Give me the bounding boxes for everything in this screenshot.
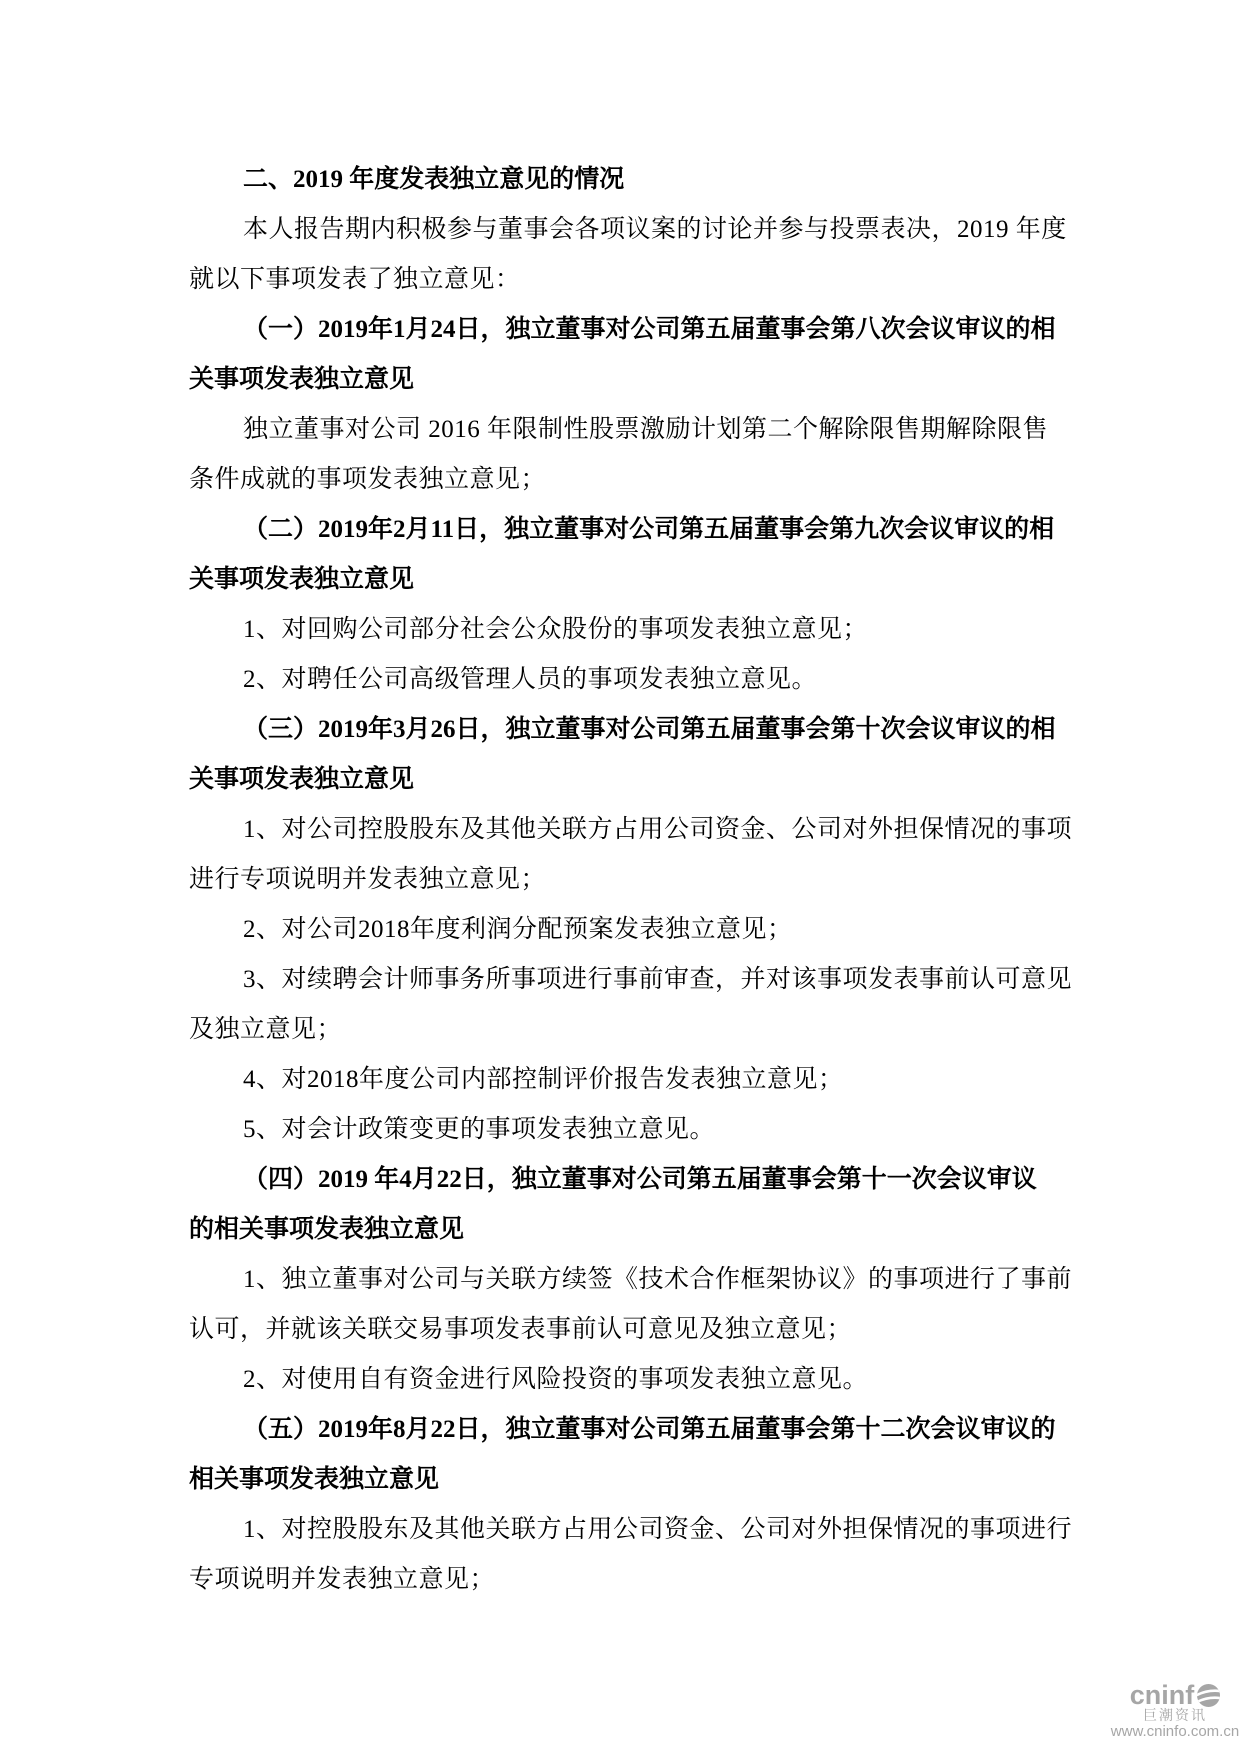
text-line: （四）2019 年4月22日，独立董事对公司第五届董事会第十一次会议审议 — [243, 1166, 1037, 1193]
text-line: 5、对会计政策变更的事项发表独立意见。 — [243, 1116, 716, 1143]
text-line: 就以下事项发表了独立意见： — [189, 266, 521, 293]
text-line: 3、对续聘会计师事务所事项进行事前审查，并对该事项发表事前认可意见 — [243, 966, 1073, 993]
text-line: 进行专项说明并发表独立意见； — [189, 866, 547, 893]
text-line: 专项说明并发表独立意见； — [189, 1566, 496, 1593]
subsection-heading — [189, 1405, 1059, 1505]
text-line: 1、对公司控股股东及其他关联方占用公司资金、公司对外担保情况的事项 — [243, 816, 1073, 843]
paragraph — [189, 1505, 1073, 1605]
text-line: 条件成就的事项发表独立意见； — [189, 466, 547, 493]
paragraph — [189, 1255, 1073, 1355]
text-line: 独立董事对公司 2016 年限制性股票激励计划第二个解除限售期解除限售 — [243, 416, 1049, 443]
text-line: 1、对回购公司部分社会公众股份的事项发表独立意见； — [243, 616, 869, 643]
text-line: （二）2019年2月11日，独立董事对公司第五届董事会第九次会议审议的相 — [243, 516, 1055, 543]
subsection-heading — [189, 505, 1059, 605]
text-line: （一）2019年1月24日，独立董事对公司第五届董事会第八次会议审议的相 — [243, 316, 1056, 343]
text-line: （三）2019年3月26日，独立董事对公司第五届董事会第十次会议审议的相 — [243, 716, 1056, 743]
text-line: 关事项发表独立意见 — [189, 566, 415, 593]
text-line: 4、对2018年度公司内部控制评价报告发表独立意见； — [243, 1066, 844, 1093]
paragraph — [189, 1055, 1059, 1105]
section-title — [189, 155, 1059, 205]
text-line: 1、对控股股东及其他关联方占用公司资金、公司对外担保情况的事项进行 — [243, 1516, 1073, 1543]
text-line: 本人报告期内积极参与董事会各项议案的讨论并参与投票表决，2019 年度 — [243, 216, 1067, 243]
subsection-heading — [189, 305, 1059, 405]
cninfo-watermark — [1105, 1680, 1241, 1740]
text-line: 2、对聘任公司高级管理人员的事项发表独立意见。 — [243, 666, 818, 693]
text-line: 及独立意见； — [189, 1016, 343, 1043]
cninfo-logo-text: cninf — [1129, 1680, 1195, 1710]
subsection-heading — [189, 1155, 1059, 1255]
paragraph — [189, 805, 1073, 905]
paragraph — [189, 1105, 1059, 1155]
cninfo-globe-icon — [1197, 1684, 1220, 1707]
text-line: 的相关事项发表独立意见 — [189, 1216, 465, 1243]
text-line: 关事项发表独立意见 — [189, 366, 415, 393]
text-line: 2、对公司2018年度利润分配预案发表独立意见； — [243, 916, 793, 943]
text-line: 关事项发表独立意见 — [189, 766, 415, 793]
paragraph — [189, 605, 1059, 655]
text-line: 相关事项发表独立意见 — [189, 1466, 440, 1493]
paragraph — [189, 955, 1073, 1055]
subsection-heading — [189, 705, 1059, 805]
paragraph — [189, 1355, 1059, 1405]
paragraph — [189, 655, 1059, 705]
cninfo-url: www.cninfo.com.cn — [1110, 1723, 1240, 1740]
text-line: 1、独立董事对公司与关联方续签《技术合作框架协议》的事项进行了事前 — [243, 1266, 1073, 1293]
text-line: 认可，并就该关联交易事项发表事前认可意见及独立意见； — [189, 1316, 853, 1343]
cninfo-chinese-name: 巨潮资讯 — [1143, 1707, 1207, 1723]
document-content — [189, 155, 1073, 1605]
paragraph — [189, 905, 1059, 955]
cninfo-logo-row — [1105, 1680, 1241, 1710]
text-line: 二、2019 年度发表独立意见的情况 — [243, 166, 625, 193]
text-line: 2、对使用自有资金进行风险投资的事项发表独立意见。 — [243, 1366, 869, 1393]
text-line: （五）2019年8月22日，独立董事对公司第五届董事会第十二次会议审议的 — [243, 1416, 1056, 1443]
paragraph — [189, 205, 1067, 305]
paragraph — [189, 405, 1059, 505]
